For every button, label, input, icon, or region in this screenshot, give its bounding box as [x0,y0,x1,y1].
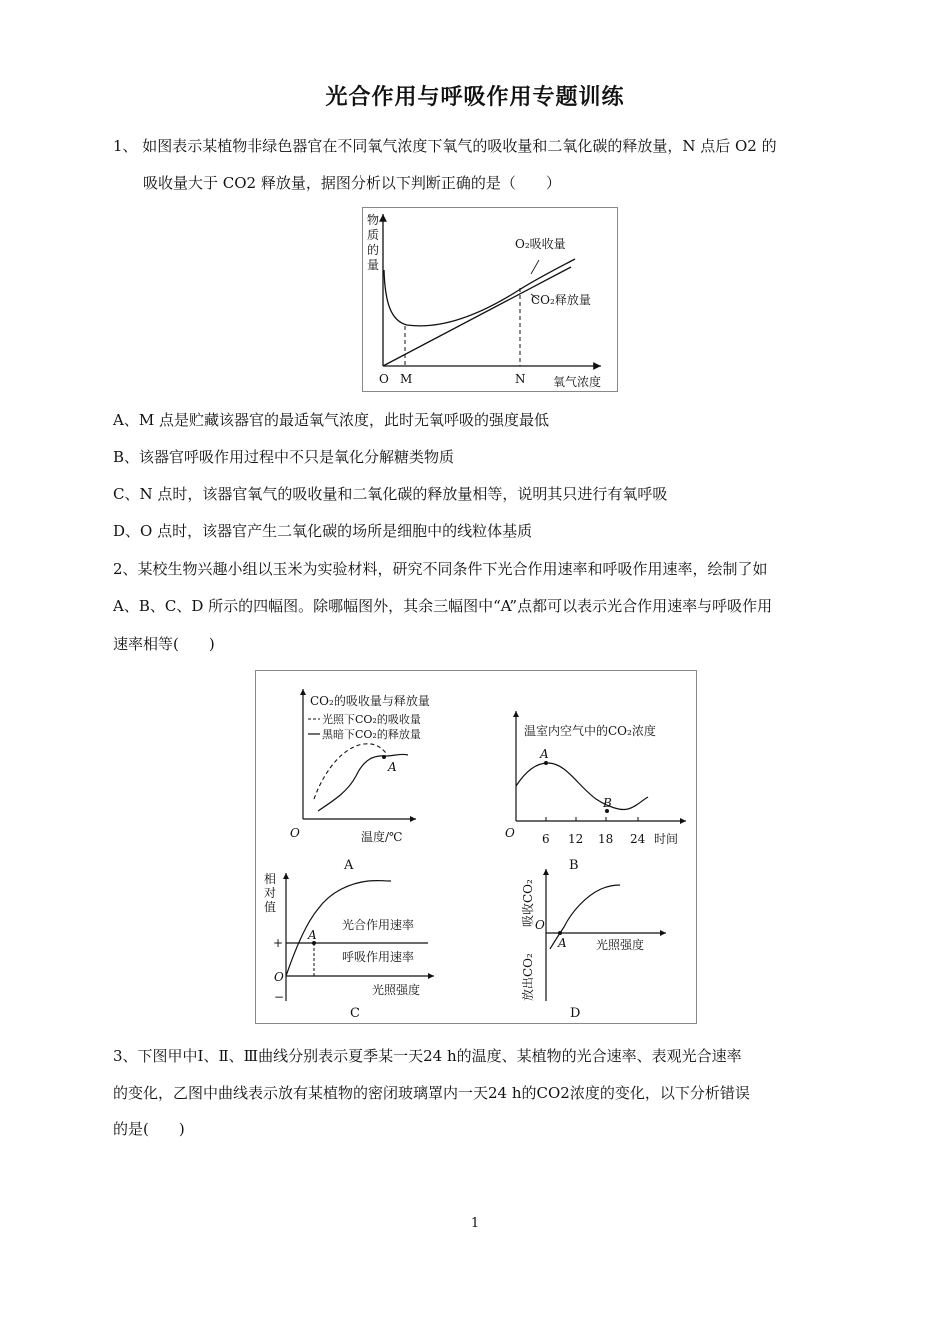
q3-stem-line2: 的变化，乙图中曲线表示放有某植物的密闭玻璃罩内一天24 h的CO2浓度的变化，以下分析错误 [113,1084,750,1102]
q2-stem-line1: 2、某校生物兴趣小组以玉米为实验材料，研究不同条件下光合作用速率和呼吸作用速率，绘制了如 [113,560,768,578]
q1-n-label: N [515,372,526,386]
q3-stem-line3: 的是( ) [113,1120,185,1138]
q2-stem-line3: 速率相等( ) [113,635,215,653]
q2-figure [255,670,697,1024]
q1-o2-pointer [531,260,539,274]
fig-d-ylabel-top: 吸收CO₂ [521,879,535,927]
fig-c-point: A [308,928,317,942]
fig-c-minus: − [274,990,285,1004]
fig-a-legend-dash: 光照下CO₂的吸收量 [322,713,421,726]
q1-stem-line2: 吸收量大于 CO2 释放量，据图分析以下判断正确的是（ ） [143,174,561,192]
fig-c-ylabel-1: 相 [264,872,277,886]
fig-c-ylabel-3: 值 [264,900,277,914]
q1-xlabel: 氧气浓度 [553,375,602,389]
fig-a-legend-solid: 黑暗下CO₂的释放量 [322,728,421,741]
fig-c-plus: + [273,936,284,950]
fig-c-ylabel-2: 对 [264,886,277,900]
q1-o2-line [383,267,571,366]
fig-b-tick-12: 12 [568,832,584,846]
fig-c-photo-label: 光合作用速率 [342,918,415,932]
q1-figure [362,207,618,392]
fig-c-caption: C [350,1006,360,1021]
fig-a-title: CO₂的吸收量与释放量 [310,694,430,708]
q1-stem-line1: 1、 如图表示某植物非绿色器官在不同氧气浓度下氧气的吸收量和二氧化碳的释放量，N 点后 O2 的 [113,137,777,155]
fig-b-title: 温室内空气中的CO₂浓度 [524,724,656,738]
fig-a-point: A [388,760,397,774]
fig-b-origin: O [505,826,515,840]
q1-ylabel-3: 的 [367,243,380,257]
page-number: 1 [470,1216,480,1231]
fig-a-caption: A [344,858,354,873]
fig-c-xlabel: 光照强度 [372,983,421,997]
q1-ylabel-2: 质 [367,228,380,242]
fig-d-ylabel-bottom: 放出CO₂ [521,953,535,1001]
fig-b-point-b: B [603,796,612,810]
fig-b-point-a: A [540,747,549,761]
fig-a-dash-curve [314,744,386,799]
fig-d [520,869,666,1021]
fig-b-tick-18: 18 [598,832,614,846]
fig-b-xlabel: 时间 [654,832,679,846]
fig-d-xlabel: 光照强度 [596,938,645,952]
q1-option-b: B、该器官呼吸作用过程中不只是氧化分解糖类物质 [113,448,455,466]
fig-d-point: A [558,936,567,950]
q1-m-label: M [400,372,413,386]
q1-o2-label: O₂吸收量 [515,237,566,251]
q1-ylabel-1: 物 [367,213,380,227]
fig-d-origin: O [535,918,545,932]
fig-a-origin: O [290,826,300,840]
q2-stem-line2: A、B、C、D 所示的四幅图。除哪幅图外，其余三幅图中“A”点都可以表示光合作用速率与呼吸作用 [113,597,773,615]
q1-co2-label: CO₂释放量 [531,293,591,307]
q1-option-d: D、O 点时，该器官产生二氧化碳的场所是细胞中的线粒体基质 [113,522,533,540]
q1-option-a: A、M 点是贮藏该器官的最适氧气浓度，此时无氧呼吸的强度最低 [113,411,549,429]
fig-c-resp-label: 呼吸作用速率 [342,950,415,964]
fig-b-curve [516,763,648,810]
page-title: 光合作用与呼吸作用专题训练 [325,85,625,110]
fig-b-tick-6: 6 [542,832,550,846]
fig-c-origin: O [274,970,284,984]
fig-a-xlabel: 温度/℃ [361,830,403,844]
fig-c [264,871,434,1021]
q1-ylabel-4: 量 [367,258,380,272]
q1-option-c: C、N 点时，该器官氧气的吸收量和二氧化碳的释放量相等，说明其只进行有氧呼吸 [113,485,668,503]
fig-a [290,689,430,873]
q3-stem-line1: 3、下图甲中Ⅰ、Ⅱ、Ⅲ曲线分别表示夏季某一天24 h的温度、某植物的光合速率、表观光合速率 [113,1047,742,1065]
fig-b-tick-24: 24 [630,832,646,846]
fig-b [505,711,686,873]
fig-b-caption: B [569,858,579,873]
q1-origin: O [379,372,389,386]
fig-d-caption: D [570,1006,581,1021]
